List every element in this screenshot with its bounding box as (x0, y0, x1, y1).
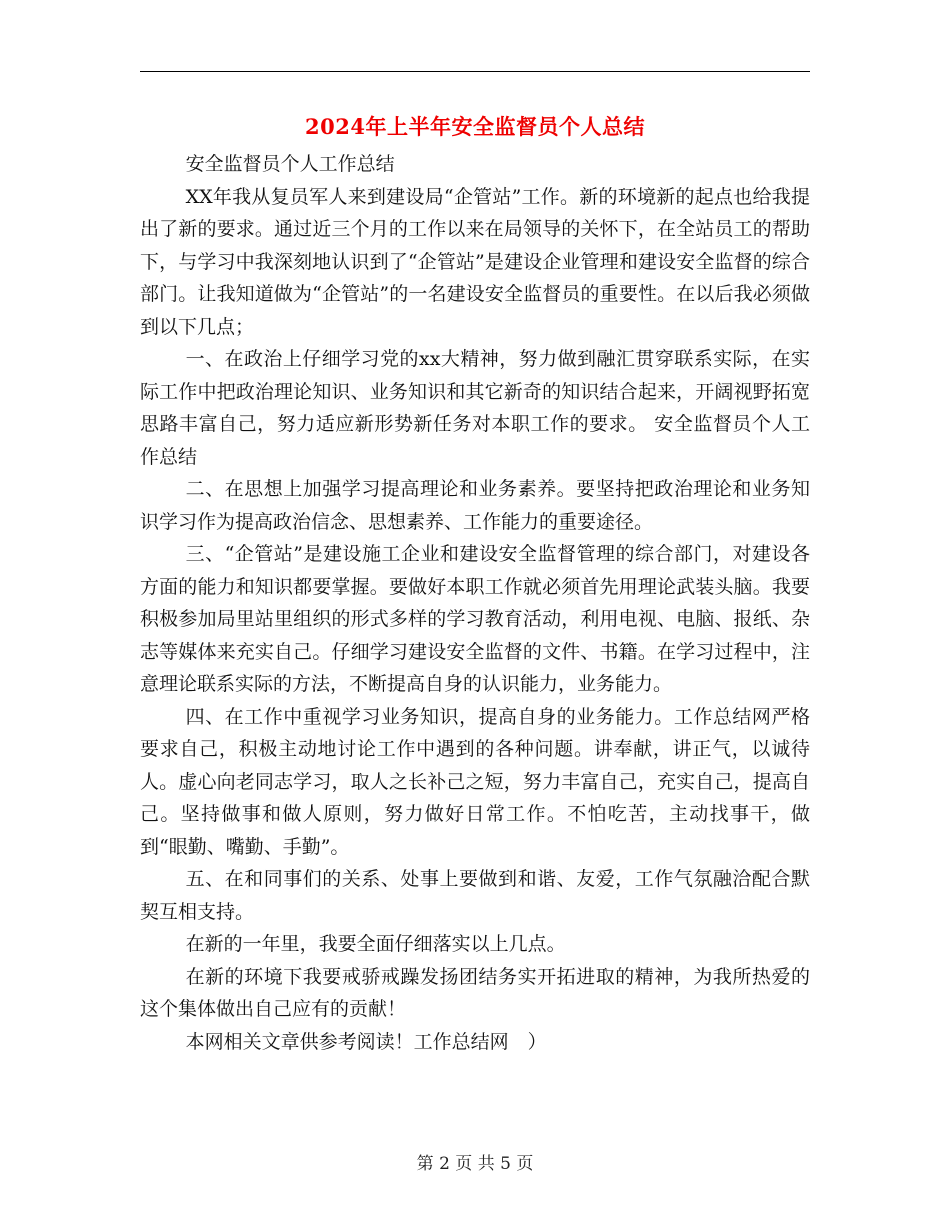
paragraph-closing: 在新的环境下我要戒骄戒躁发扬团结务实开拓进取的精神，为我所热爱的这个集体做出自己应有的贡献！ (140, 965, 810, 1020)
paragraph-new-year: 在新的一年里，我要全面仔细落实以上几点。 (185, 933, 566, 955)
paragraph-point-4: 四、在工作中重视学习业务知识，提高自身的业务能力。工作总结网严格要求自己，积极主动地讨论工作中遇到的各种问题。讲奉献，讲正气，以诚待人。虚心向老同志学习，取人之长补己之短，努力丰富自己，充实自己，提高自己。坚持做事和做人原则，努力做好日常工作。不怕吃苦，主动找事干，做到“眼勤、嘴勤、手勤”。 (140, 705, 810, 858)
paragraph-reference: 本网相关文章供参考阅读！工作总结网 ） (185, 1030, 547, 1053)
paragraph-intro: XX年我从复员军人来到建设局“企管站”工作。新的环境新的起点也给我提出了新的要求。通过近三个月的工作以来在局领导的关怀下，在全站员工的帮助下，与学习中我深刻地认识到了“企管站”是建设企业管理和建设安全监督的综合部门。让我知道做为“企管站”的一名建设安全监督员的重要性。在以后我必须做到以下几点； (140, 185, 810, 338)
page-number: 第 2 页 共 5 页 (416, 1154, 534, 1174)
document-title: 2024年上半年安全监督员个人总结 (305, 114, 645, 139)
paragraph-subtitle: 安全监督员个人工作总结 (185, 153, 395, 175)
header-rule (140, 71, 810, 72)
paragraph-point-1: 一、在政治上仔细学习党的xx大精神，努力做到融汇贯穿联系实际，在实际工作中把政治理论知识、业务知识和其它新奇的知识结合起来，开阔视野拓宽思路丰富自己，努力适应新形势新任务对本职工作的要求。 安全监督员个人工作总结 (140, 348, 810, 468)
paragraph-point-3: 三、“企管站”是建设施工企业和建设安全监督管理的综合部门，对建设各方面的能力和知识都要掌握。要做好本职工作就必须首先用理论武装头脑。我要积极参加局里站里组织的形式多样的学习教育活动，利用电视、电脑、报纸、杂志等媒体来充实自己。仔细学习建设安全监督的文件、书籍。在学习过程中，注意理论联系实际的方法，不断提高自身的认识能力，业务能力。 (140, 543, 810, 695)
paragraph-point-2: 二、在思想上加强学习提高理论和业务素养。要坚持把政治理论和业务知识学习作为提高政治信念、思想素养、工作能力的重要途径。 (140, 478, 810, 533)
document-body (140, 148, 810, 1058)
paragraph-point-5: 五、在和同事们的关系、处事上要做到和谐、友爱，工作气氛融洽配合默契互相支持。 (140, 868, 810, 923)
